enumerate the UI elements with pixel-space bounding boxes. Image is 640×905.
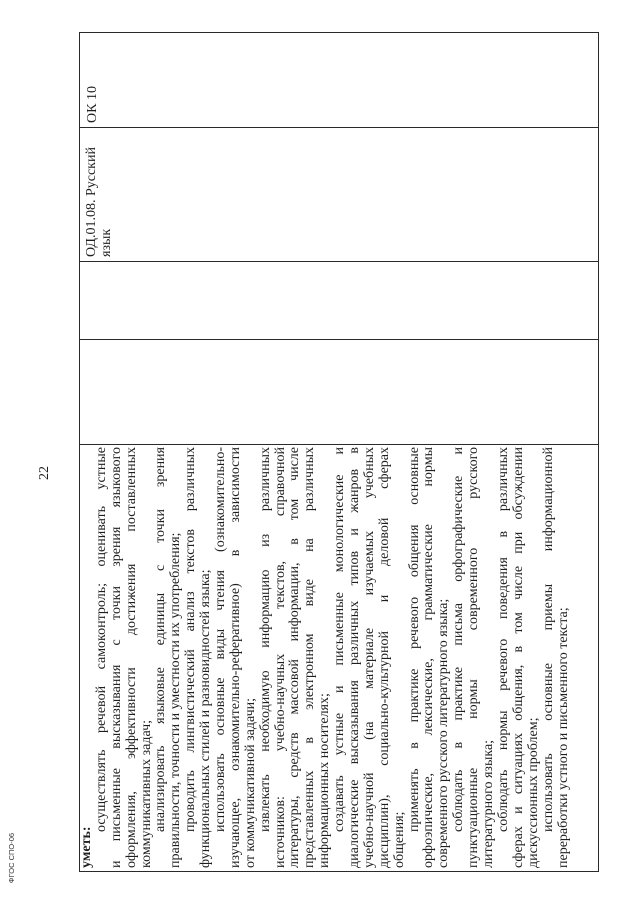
skill-text-line: современного русского литературного языка; [436, 598, 452, 868]
page-number: 22 [37, 466, 52, 480]
skill-text-line: диалогические высказывания различных типов и жанров в [347, 447, 363, 868]
discipline-text: ОД.01.08. Русский язык [84, 147, 114, 257]
skill-text-line: изучающее, ознакомительно-реферативное) в зависимости [227, 447, 243, 868]
skill-text-line: соблюдать нормы речевого поведения в различных [495, 447, 511, 832]
skill-paragraph [333, 447, 407, 868]
skill-paragraph [214, 447, 259, 868]
skill-text-line: правильности, точности и уместности их употребления; [168, 532, 184, 868]
skill-text-line: источников: учебно-научных текстов, справочной [272, 447, 288, 868]
skill-text-line: использовать основные приемы информационной [540, 447, 556, 832]
skill-text-line: сферах и ситуациях общения, в том числе при обсуждении [510, 447, 526, 868]
skills-cell [80, 445, 598, 871]
skill-paragraph [259, 447, 333, 868]
skill-paragraph [184, 447, 214, 868]
discipline-cell [80, 128, 598, 262]
skill-paragraph [542, 447, 572, 868]
competency-code: ОК 10 [85, 86, 100, 123]
footer-code: ФГОС СПО-06 [7, 832, 16, 884]
skill-paragraph [452, 447, 497, 868]
skill-text-line: анализировать языковые единицы с точки зрения [153, 447, 169, 832]
skills-heading: уметь: [79, 826, 94, 868]
skills-list [95, 447, 572, 868]
skill-text-line: создавать устные и письменные монологические и [332, 447, 348, 832]
skill-text-line: дисциплин), социально-культурной и деловой сферах [376, 447, 392, 868]
skill-text-line: общения; [391, 811, 407, 868]
empty-cell [80, 262, 598, 340]
skill-text-line: орфоэпические, лексические, грамматические нормы [421, 447, 437, 868]
skill-text-line: пунктуационные нормы современного русского [466, 447, 482, 868]
skill-text-line: извлекать необходимую информацию из различных [257, 447, 273, 832]
skill-text-line: информационных носителях; [317, 693, 333, 868]
skill-paragraph [408, 447, 453, 868]
skill-text-line: коммуникативных задач; [138, 719, 154, 868]
skill-text-line: представленных в электронном виде на различных [302, 447, 318, 868]
empty-cell [80, 340, 598, 445]
skill-text-line: соблюдать в практике письма орфографические и [451, 447, 467, 832]
competency-table [79, 32, 599, 872]
skill-text-line: осуществлять речевой самоконтроль; оценивать устные [93, 447, 109, 832]
skill-paragraph [154, 447, 184, 868]
skill-text-line: литературы, средств массовой информации, в том числе [287, 447, 303, 868]
skill-text-line: и письменные высказывания с точки зрения языкового [108, 447, 124, 868]
skill-text-line: функциональных стилей и разновидностей языка; [198, 569, 214, 868]
skill-text-line: от коммуникативной задачи; [242, 697, 258, 868]
skill-text-line: переработки устного и письменного текста; [555, 607, 571, 868]
skill-text-line: литературного языка; [481, 739, 497, 868]
skill-text-line: применять в практике речевого общения основные [406, 447, 422, 832]
skill-text-line: проводить лингвистический анализ текстов различных [183, 447, 199, 832]
skill-paragraph [95, 447, 155, 868]
skill-text-line: использовать основные виды чтения (ознакомительно- [213, 447, 229, 832]
skill-text-line: дискуссионных проблем; [525, 717, 541, 868]
skill-paragraph [497, 447, 542, 868]
skill-text-line: оформления, эффективности достижения поставленных [123, 447, 139, 868]
competency-cell [80, 33, 598, 128]
skill-text-line: учебно-научной (на материале изучаемых учебных [361, 447, 377, 868]
